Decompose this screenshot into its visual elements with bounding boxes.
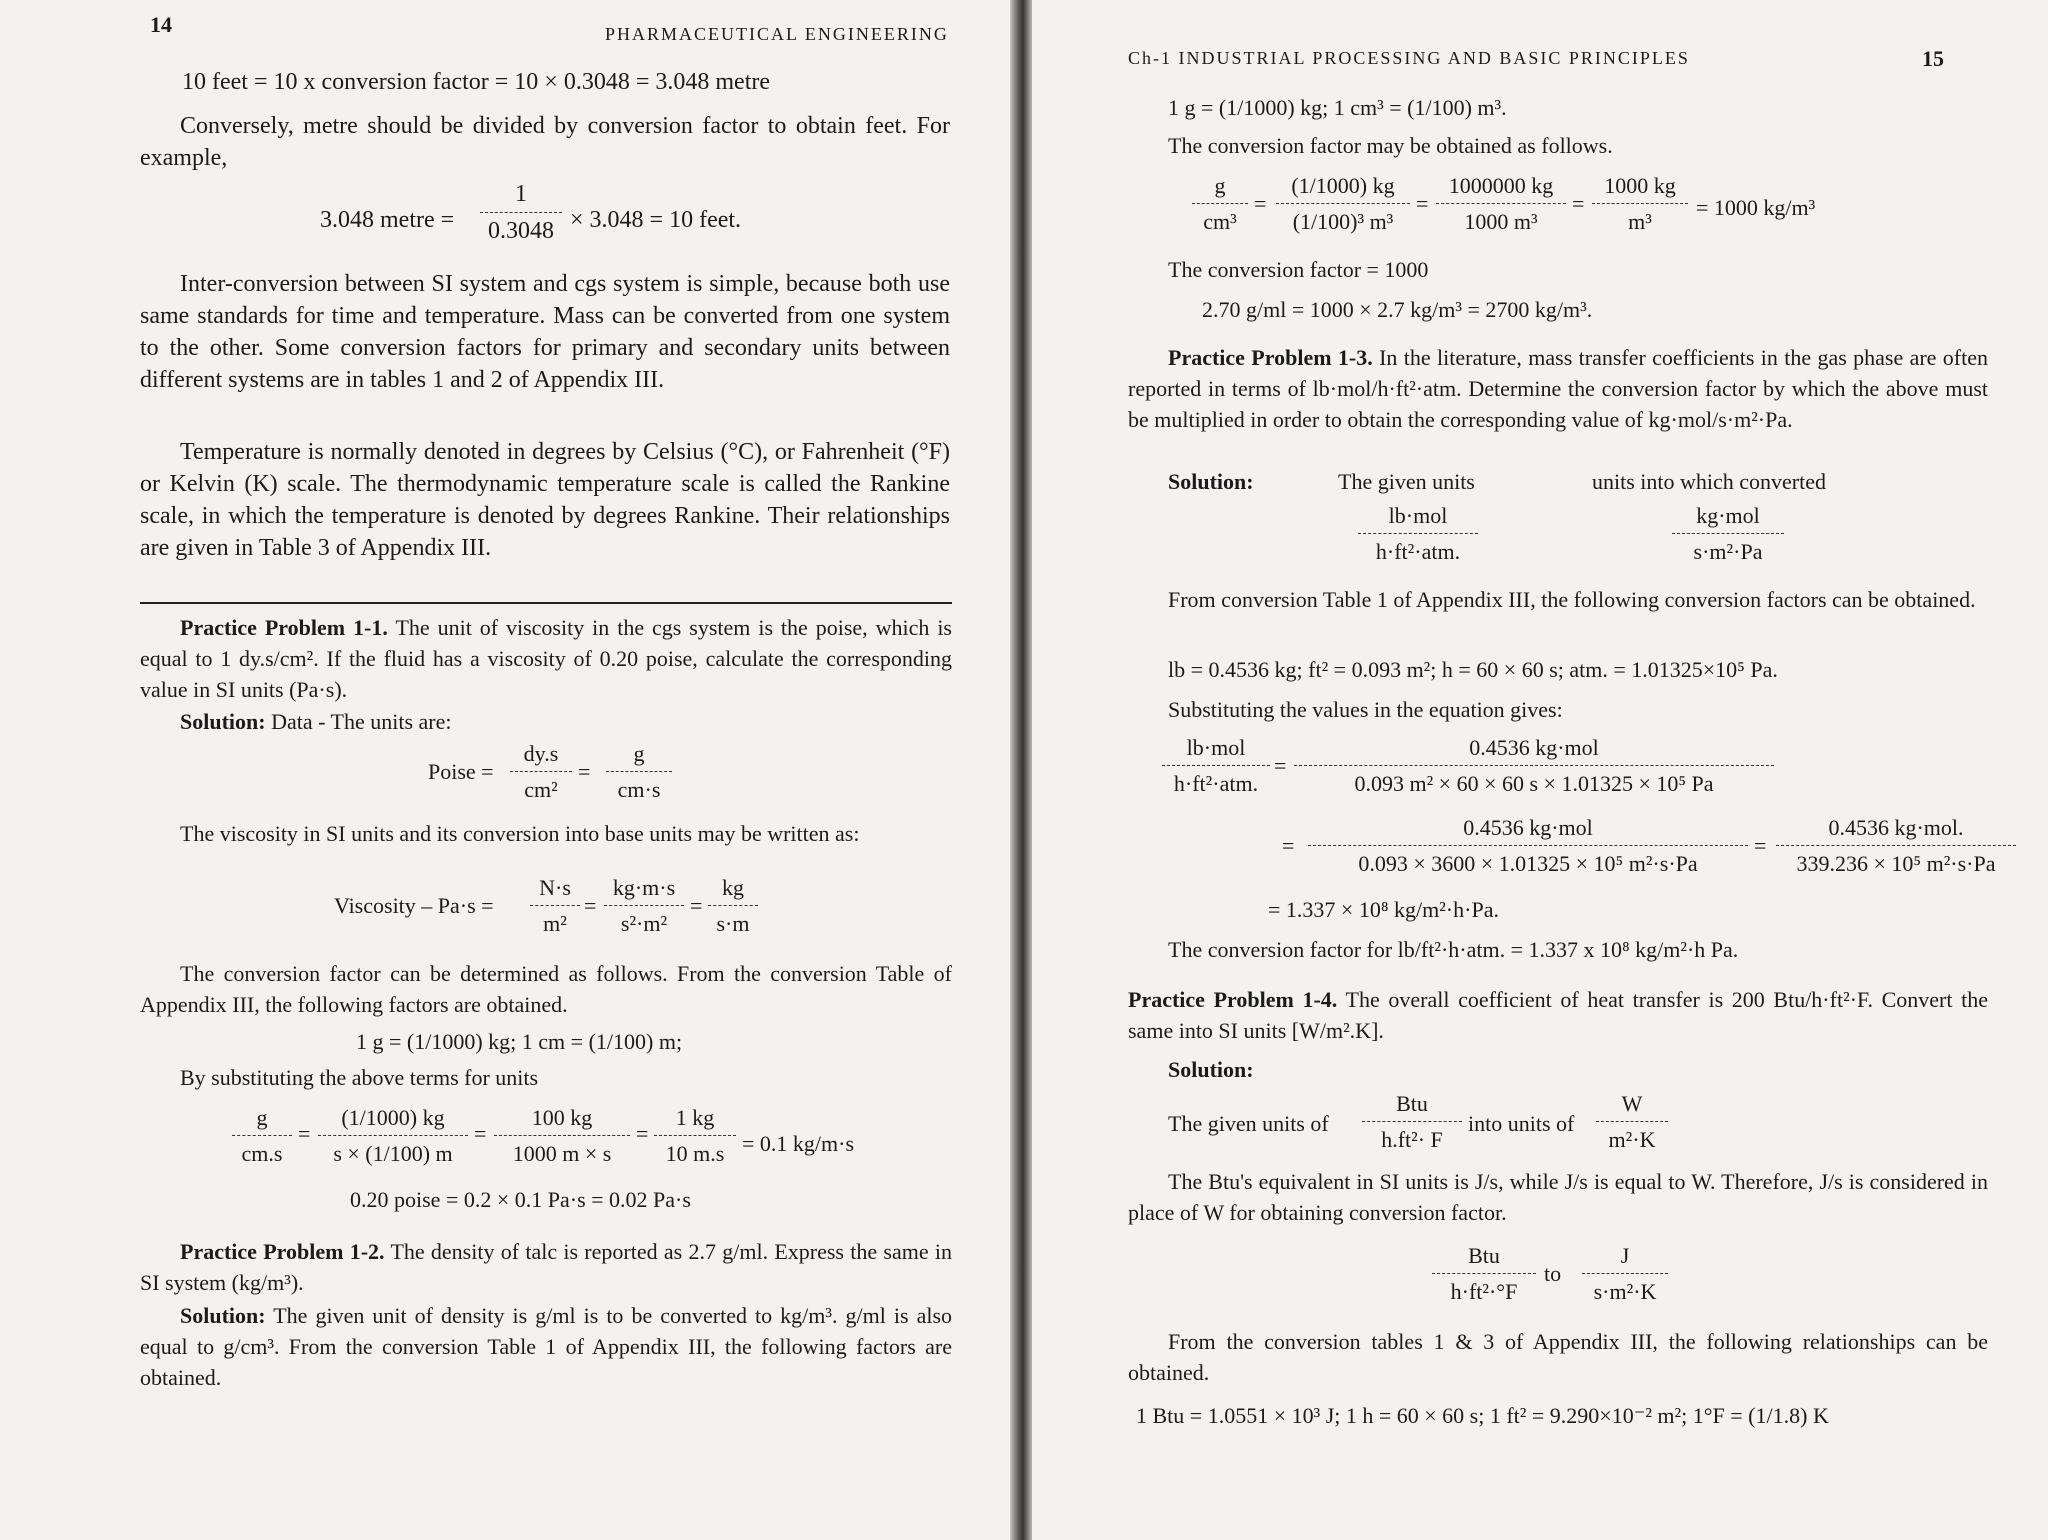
- poise-result-line: 0.20 poise = 0.2 × 0.1 Pa·s = 0.02 Pa·s: [350, 1187, 691, 1212]
- subst-fraction-4: 0.4536 kg·mol. 339.236 × 10⁵ m²·s·Pa: [1776, 812, 2016, 879]
- subst-result: = 1.337 × 10⁸ kg/m²·h·Pa.: [1268, 897, 1499, 922]
- equation-metre-fraction: 1 0.3048: [480, 178, 562, 247]
- poise-fraction-2: g cm·s: [606, 738, 672, 805]
- substituting-line: By substituting the above terms for units: [180, 1065, 539, 1090]
- density-fraction-4: 1000 kg m³: [1592, 170, 1688, 237]
- conversion-factor-intro: The conversion factor may be obtained as follows.: [1168, 133, 1613, 158]
- paragraph-btu-equivalent: The Btu's equivalent in SI units is J/s, while J/s is equal to W. Therefore, J/s is considered in place of W for obtaining conversion factor.: [1128, 1169, 1988, 1225]
- density-fraction-2: (1/1000) kg (1/100)³ m³: [1276, 170, 1410, 237]
- cf-result: = 0.1 kg/m·s: [742, 1131, 855, 1156]
- poise-lhs: Poise =: [428, 759, 494, 784]
- density-factors-line: 1 g = (1/1000) kg; 1 cm³ = (1/100) m³.: [1168, 95, 1507, 120]
- cf-fraction-2: (1/1000) kg s × (1/100) m: [318, 1102, 468, 1169]
- given-units-of-label: The given units of: [1168, 1111, 1329, 1136]
- btu-relationships-line: 1 Btu = 1.0551 × 10³ J; 1 h = 60 × 60 s; 1 ft² = 9.290×10⁻² m²; 1°F = (1/1.8) K: [1136, 1403, 1829, 1428]
- feet-conversion-line: 10 feet = 10 x conversion factor = 10 × 0.3048 = 3.048 metre: [182, 69, 770, 95]
- substituting-values: Substituting the values in the equation gives:: [1168, 697, 1563, 722]
- practice-problem-1-1: Practice Problem 1-1. The unit of viscosity in the cgs system is the poise, which is equal to 1 dy.s/cm². If the fluid has a viscosity of 0.20 poise, calculate the corresponding value in SI units (Pa·s).: [140, 615, 952, 702]
- density-conversion-factor: The conversion factor = 1000: [1168, 257, 1429, 282]
- target-units-fraction: kg·mol s·m²·Pa: [1672, 500, 1784, 567]
- practice-problem-1-4: Practice Problem 1-4. The overall coefficient of heat transfer is 200 Btu/h·ft²·F. Convert the same into SI units [W/m².K].: [1128, 987, 1988, 1043]
- running-header-right: Ch-1 INDUSTRIAL PROCESSING AND BASIC PRINCIPLES: [1128, 48, 1690, 68]
- subst-fraction-1: lb·mol h·ft²·atm.: [1162, 732, 1270, 799]
- right-page: Ch-1 INDUSTRIAL PROCESSING AND BASIC PRINCIPLES 15 1 g = (1/1000) kg; 1 cm³ = (1/100) m³. The conversion factor may be obtained as follows. g cm³ = (1/1000) kg (1/100)³ m³ = 1000000 kg 1000 m³ = 1000 kg m³ = 1000 kg/m³ The conversion factor = 1000 2.70 g/ml = 1000 × 2.7 kg/m³ = 2700 kg/m³. Practice Problem 1-3. In the literature, mass transfer coefficients in the gas phase are often reported in terms of lb·mol/h·ft²·atm. Determine the conversion factor by which the above must be multiplied in order to obtain the corresponding value of kg·mol/s·m²·Pa. Solution: The given units units into which converted lb·mol h·ft²·atm. kg·mol s·m²·Pa From conversion Table 1 of Appendix III, the following conversion factors can be obtained. lb = 0.4536 kg; ft² = 0.093 m²; h = 60 × 60 s; atm. = 1.01325×10⁵ Pa. Substituting the values in the equation gives: lb·mol h·ft²·atm. = 0.4536 kg·mol 0.093 m² × 60 × 60 s × 1.01325 × 10⁵ Pa = 0.4536 kg·mol 0.093 × 3600 × 1.01325 × 10⁵ m²·s·Pa = 0.4536 kg·mol. 339.236 × 10⁵ m²·s·Pa = 1.337 × 10⁸ kg/m²·h·Pa. The conversion factor for lb/ft²·h·atm. = 1.337 x 10⁸ kg/m²·h Pa. Practice Problem 1-4. The overall coefficient of heat transfer is 200 Btu/h·ft²·F. Convert the same into SI units [W/m².K]. Solution: The given units of Btu h.ft²· F into units of W m²·K The Btu's equivalent in SI units is J/s, while J/s is equal to W. Therefore, J/s is considered in place of W for obtaining conversion factor. Btu h·ft²·°F to J s·m²·K From the conversion tables 1 & 3 of Appendix III, the following relationships can be obtained. 1 Btu = 1.0551 × 10³ J; 1 h = 60 × 60 s; 1 ft² = 9.290×10⁻² m²; 1°F = (1/1.8) K: [1032, 0, 2048, 1540]
- paragraph-conversion-factor: The conversion factor can be determined as follows. From the conversion Table of Appendix III, the following factors are obtained.: [140, 961, 952, 1017]
- btu-conversion-fraction: Btu h·ft²·°F: [1432, 1240, 1536, 1307]
- joule-conversion-fraction: J s·m²·K: [1582, 1240, 1668, 1307]
- cf-fraction-1: g cm.s: [232, 1102, 292, 1169]
- paragraph-conversion-table: From conversion Table 1 of Appendix III, the following conversion factors can be obtained.: [1168, 587, 1976, 612]
- density-fraction-3: 1000000 kg 1000 m³: [1436, 170, 1566, 237]
- practice-problem-1-3: Practice Problem 1-3. In the literature, mass transfer coefficients in the gas phase are often reported in terms of lb·mol/h·ft²·atm. Determine the conversion factor by which the above must be multiplied in order to obtain the corresponding value of kg·mol/s·m²·Pa.: [1128, 345, 1988, 432]
- equation-metre-right: × 3.048 = 10 feet.: [570, 207, 742, 233]
- left-page: 14 PHARMACEUTICAL ENGINEERING 10 feet = 10 x conversion factor = 10 × 0.3048 = 3.048 metre Conversely, metre should be divided by conversion factor to obtain feet. For example, 3.048 metre = 1 0.3048 × 3.048 = 10 feet. Inter-conversion between SI system and cgs system is simple, because both use same standards for time and temperature. Mass can be converted from one system to the other. Some conversion factors for primary and secondary units between different systems are in tables 1 and 2 of Appendix III. Temperature is normally denoted in degrees by Celsius (°C), or Fahrenheit (°F) or Kelvin (K) scale. The thermodynamic temperature scale is called the Rankine scale, in which the temperature is denoted by degrees Rankine. Their relationships are given in Table 3 of Appendix III. Practice Problem 1-1. The unit of viscosity in the cgs system is the poise, which is equal to 1 dy.s/cm². If the fluid has a viscosity of 0.20 poise, calculate the corresponding value in SI units (Pa·s). Solution: Data - The units are: Poise = dy.s cm² = g cm·s The viscosity in SI units and its conversion into base units may be written as: Viscosity – Pa·s = N·s m² = kg·m·s s²·m² = kg s·m The conversion factor can be determined as follows. From the conversion Table of Appendix III, the following factors are obtained. 1 g = (1/1000) kg; 1 cm = (1/100) m; By substituting the above terms for units g cm.s = (1/1000) kg s × (1/100) m = 100 kg 1000 m × s = 1 kg 10 m.s = 0.1 kg/m·s 0.20 poise = 0.2 × 0.1 Pa·s = 0.02 Pa·s Practice Problem 1-2. The density of talc is reported as 2.7 g/ml. Express the same in SI system (kg/m³). Solution: The given unit of density is g/ml is to be converted to kg/m³. g/ml is also equal to g/cm³. From the conversion Table 1 of Appendix III, the following factors are obtained.: [0, 0, 1010, 1540]
- solution-1-4-label: Solution:: [1168, 1057, 1254, 1082]
- poise-fraction-1: dy.s cm²: [510, 738, 572, 805]
- book-gutter: [1010, 0, 1032, 1540]
- page-number-right: 15: [1922, 46, 1944, 71]
- paragraph-relationships: From the conversion tables 1 & 3 of Appendix III, the following relationships can be obtained.: [1128, 1329, 1988, 1385]
- paragraph-conversely: Conversely, metre should be divided by conversion factor to obtain feet. For example,: [140, 113, 950, 171]
- to-label: to: [1544, 1261, 1562, 1286]
- viscosity-fraction-3: kg s·m: [708, 872, 758, 939]
- section-divider: [140, 602, 952, 604]
- running-header-left: PHARMACEUTICAL ENGINEERING: [605, 24, 949, 44]
- cf-fraction-3: 100 kg 1000 m × s: [494, 1102, 630, 1169]
- paragraph-viscosity-si: The viscosity in SI units and its conversion into base units may be written as:: [180, 821, 860, 846]
- page-number-left: 14: [150, 12, 172, 37]
- density-result: = 1000 kg/m³: [1696, 195, 1816, 220]
- density-fraction-1: g cm³: [1192, 170, 1248, 237]
- practice-problem-1-2: Practice Problem 1-2. The density of talc is reported as 2.7 g/ml. Express the same in SI system (kg/m³).: [140, 1239, 952, 1295]
- given-units-label: The given units: [1338, 469, 1475, 494]
- viscosity-fraction-2: kg·m·s s²·m²: [604, 872, 684, 939]
- solution-1-1: Solution: Data - The units are:: [180, 709, 452, 734]
- converted-units-label: units into which converted: [1592, 469, 1827, 494]
- cf-fraction-4: 1 kg 10 m.s: [654, 1102, 736, 1169]
- viscosity-fraction-1: N·s m²: [530, 872, 580, 939]
- solution-1-2: Solution: The given unit of density is g/ml is to be converted to kg/m³. g/ml is also equal to g/cm³. From the conversion Table 1 of Appendix III, the following factors are obtained.: [140, 1303, 953, 1390]
- paragraph-interconversion: Inter-conversion between SI system and cgs system is simple, because both use same standards for time and temperature. Mass can be converted from one system to the other. Some conversion factors for primary and secondary units between different systems are in tables 1 and 2 of Appendix III.: [140, 271, 950, 393]
- given-units-fraction: lb·mol h·ft²·atm.: [1358, 500, 1478, 567]
- solution-1-3-label: Solution:: [1168, 469, 1254, 494]
- equation-metre-left: 3.048 metre =: [320, 207, 455, 233]
- density-result-line: 2.70 g/ml = 1000 × 2.7 kg/m³ = 2700 kg/m³.: [1202, 297, 1593, 322]
- into-units-of-label: into units of: [1468, 1111, 1575, 1136]
- subst-fraction-3: 0.4536 kg·mol 0.093 × 3600 × 1.01325 × 10⁵ m²·s·Pa: [1308, 812, 1748, 879]
- factors-line: 1 g = (1/1000) kg; 1 cm = (1/100) m;: [356, 1029, 683, 1054]
- subst-fraction-2: 0.4536 kg·mol 0.093 m² × 60 × 60 s × 1.01325 × 10⁵ Pa: [1294, 732, 1774, 799]
- mass-transfer-factors: lb = 0.4536 kg; ft² = 0.093 m²; h = 60 × 60 s; atm. = 1.01325×10⁵ Pa.: [1168, 657, 1778, 682]
- mass-transfer-conversion-factor: The conversion factor for lb/ft²·h·atm. = 1.337 x 10⁸ kg/m²·h Pa.: [1168, 937, 1739, 962]
- watt-fraction: W m²·K: [1596, 1088, 1668, 1155]
- paragraph-temperature: Temperature is normally denoted in degrees by Celsius (°C), or Fahrenheit (°F) or Kelvin (K) scale. The thermodynamic temperature scale is called the Rankine scale, in which the temperature is denoted by degrees Rankine. Their relationships are given in Table 3 of Appendix III.: [140, 439, 950, 561]
- viscosity-lhs: Viscosity – Pa·s =: [334, 893, 494, 918]
- btu-fraction: Btu h.ft²· F: [1362, 1088, 1462, 1155]
